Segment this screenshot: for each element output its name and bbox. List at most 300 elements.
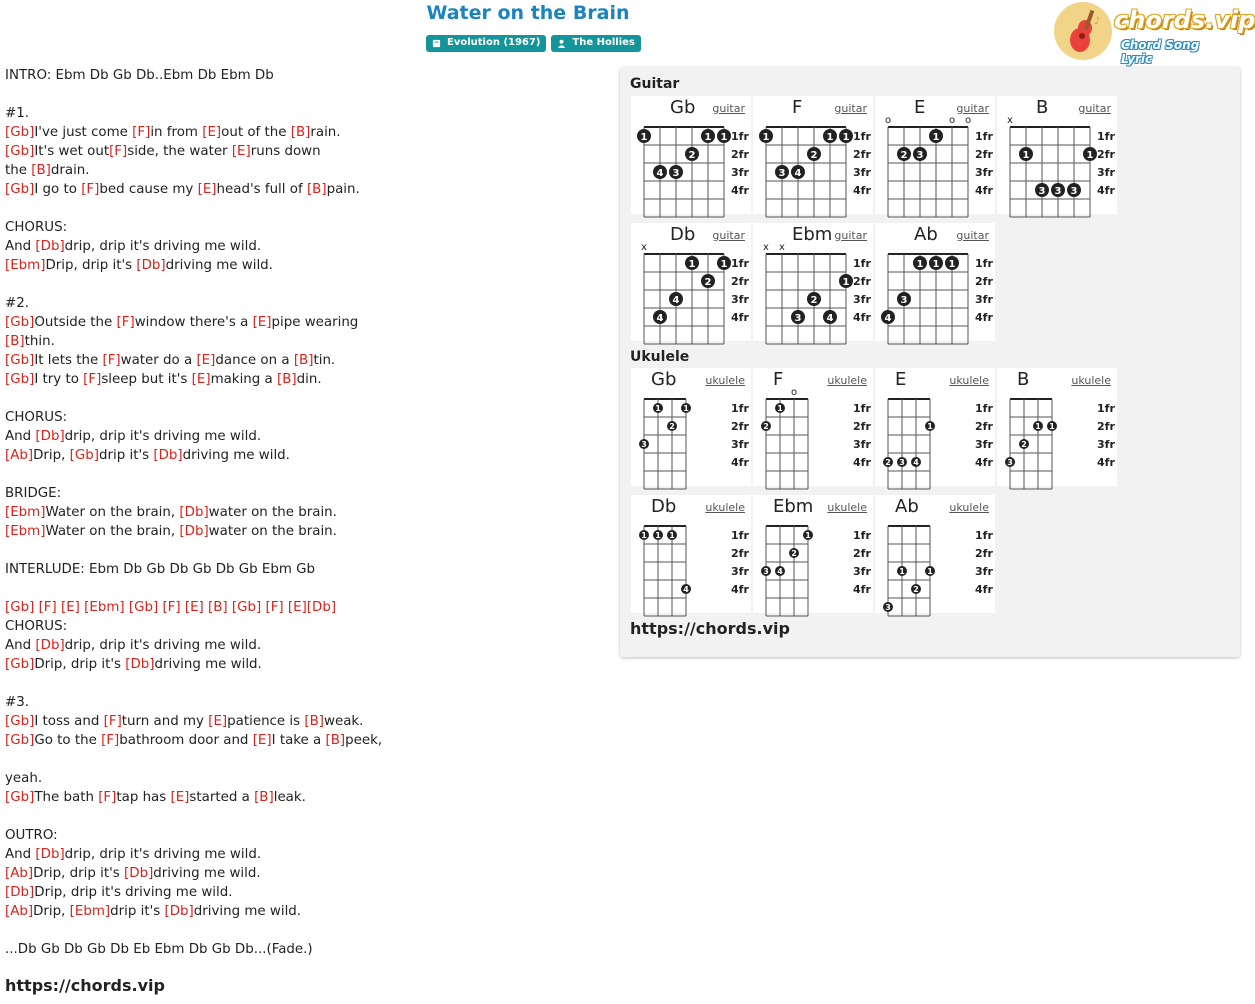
guitar-link[interactable]: guitar	[834, 102, 867, 115]
chord-marker[interactable]: [Ebm]	[5, 258, 46, 273]
fret-label: 4fr	[731, 456, 749, 469]
chord-marker[interactable]: [Gb]	[5, 790, 35, 805]
finger-number: 1	[932, 132, 940, 143]
chord-marker[interactable]: [Db]	[179, 505, 209, 520]
lyric-text: Water on the brain,	[45, 524, 180, 539]
chord-marker[interactable]: [Db]	[164, 904, 194, 919]
finger-number: 1	[720, 132, 728, 143]
finger-number: 1	[927, 422, 933, 431]
muted-string-marker: x	[779, 242, 785, 253]
lyric-line	[5, 769, 605, 788]
lyric-text: driving me wild.	[165, 258, 273, 273]
fret-label: 3fr	[853, 565, 871, 578]
fret-label: 1fr	[731, 529, 749, 542]
finger-number: 4	[826, 313, 834, 324]
chord-marker[interactable]: [B]	[277, 372, 297, 387]
lyric-text: water on the brain.	[208, 505, 337, 520]
fret-label: 4fr	[731, 184, 749, 197]
panel-url[interactable]: https://chords.vip	[630, 619, 790, 638]
chord-name: Gb	[651, 369, 677, 390]
chord-marker[interactable]: [B]	[293, 353, 314, 368]
chord-name: E	[895, 369, 907, 390]
finger-number: 4	[672, 295, 680, 306]
finger-number: 4	[777, 567, 783, 576]
ukulele-chord-gb[interactable]	[631, 368, 751, 486]
chord-marker[interactable]: [E]	[170, 790, 190, 805]
chord-marker[interactable]: [E]	[202, 125, 222, 140]
finger-number: 2	[1021, 440, 1027, 449]
chord-marker[interactable]: [Gb]	[5, 372, 35, 387]
chord-marker[interactable]: [Ab]	[5, 448, 34, 463]
fret-label: 3fr	[975, 438, 993, 451]
lyric-line	[5, 218, 605, 237]
finger-number: 4	[656, 168, 664, 179]
ukulele-link[interactable]: ukulele	[949, 374, 989, 387]
guitar-chord-gb[interactable]	[631, 96, 751, 214]
guitar-link[interactable]: guitar	[712, 229, 745, 242]
lyric-text: driving me wild.	[154, 657, 262, 672]
fret-label: 2fr	[975, 148, 993, 161]
muted-string-marker: x	[763, 242, 769, 253]
chord-name: B	[1017, 369, 1030, 390]
fret-label: 2fr	[853, 420, 871, 433]
fret-label: 4fr	[853, 583, 871, 596]
chord-marker[interactable]: [Gb]	[5, 182, 35, 197]
muted-string-marker: x	[641, 242, 647, 253]
chord-marker[interactable]: [B]	[254, 790, 274, 805]
lyric-text: pain.	[326, 182, 360, 197]
ukulele-chord-ab[interactable]	[875, 495, 995, 613]
guitar-chord-b[interactable]	[997, 96, 1117, 214]
chord-marker[interactable]: [F]	[103, 714, 122, 729]
chord-marker[interactable]: [F]	[116, 315, 135, 330]
lyric-text: CHORUS:	[5, 619, 68, 634]
chord-name: Db	[670, 224, 696, 245]
ukulele-link[interactable]: ukulele	[827, 374, 867, 387]
lyric-text: I toss and	[34, 714, 104, 729]
lyric-text: water do a	[120, 353, 197, 368]
lyric-text: I take a	[271, 733, 326, 748]
chord-marker[interactable]: [F]	[101, 733, 120, 748]
fret-label: 1fr	[975, 130, 993, 143]
lyric-text: drain.	[50, 163, 90, 178]
finger-number: 1	[655, 404, 661, 413]
lyric-line	[5, 313, 605, 332]
chord-marker[interactable]: [Ebm]	[69, 904, 111, 919]
finger-number: 1	[1086, 150, 1094, 161]
lyric-text: INTRO: Ebm Db Gb Db..Ebm Db Ebm Db	[5, 68, 274, 83]
lyric-line	[5, 161, 605, 180]
chord-name: B	[1036, 97, 1049, 118]
ukulele-chord-e[interactable]	[875, 368, 995, 486]
finger-number: 3	[672, 168, 680, 179]
fret-label: 1fr	[731, 130, 749, 143]
fret-label: 3fr	[731, 438, 749, 451]
finger-number: 3	[916, 150, 924, 161]
lyric-text: CHORUS:	[5, 220, 68, 235]
guitar-chord-e[interactable]	[875, 96, 995, 214]
chord-marker[interactable]: [E]	[208, 714, 228, 729]
lyric-text: in from	[150, 125, 203, 140]
lyric-text: driving me wild.	[182, 448, 290, 463]
lyric-text: bathroom door and	[119, 733, 253, 748]
guitar-section-label: Guitar	[630, 76, 680, 92]
lyric-line	[5, 636, 605, 655]
chord-marker[interactable]: [E]	[231, 144, 251, 159]
lyric-line	[5, 427, 605, 446]
lyric-text: Drip, drip it's	[45, 258, 137, 273]
finger-number: 3	[763, 567, 769, 576]
fret-label: 3fr	[975, 293, 993, 306]
lyric-text: And	[5, 847, 36, 862]
fret-label: 2fr	[731, 275, 749, 288]
lyric-text: head's full of	[216, 182, 307, 197]
guitar-link[interactable]: guitar	[712, 102, 745, 115]
lyric-text: pipe wearing	[271, 315, 359, 330]
guitar-link[interactable]: guitar	[1078, 102, 1111, 115]
fret-label: 2fr	[975, 547, 993, 560]
guitar-chord-f[interactable]	[753, 96, 873, 214]
lyric-text: turn and my	[121, 714, 209, 729]
lyrics-body	[5, 66, 605, 959]
fret-label: 3fr	[731, 166, 749, 179]
chord-marker[interactable]: [Gb]	[5, 733, 35, 748]
guitar-chord-db[interactable]	[631, 223, 751, 341]
lyric-line	[5, 465, 605, 484]
user-icon	[557, 39, 566, 48]
lyric-text: drip, drip it's driving me wild.	[64, 429, 262, 444]
chord-marker[interactable]: [Ab]	[5, 866, 34, 881]
chord-marker[interactable]: [Db]	[179, 524, 209, 539]
ukulele-link[interactable]: ukulele	[1071, 374, 1111, 387]
lyric-text: And	[5, 429, 36, 444]
chord-marker[interactable]: [Gb]	[5, 144, 35, 159]
chord-name: Db	[651, 496, 677, 517]
chord-marker[interactable]: [Db]	[5, 885, 35, 900]
finger-number: 3	[1038, 186, 1046, 197]
lyric-text: I've just come	[34, 125, 133, 140]
chord-marker[interactable]: [E]	[252, 733, 272, 748]
fret-label: 2fr	[853, 547, 871, 560]
lyric-line	[5, 693, 605, 712]
lyric-line	[5, 503, 605, 522]
lyric-text: Drip,	[33, 448, 70, 463]
finger-number: 3	[900, 295, 908, 306]
lyric-text: Drip, drip it's driving me wild.	[34, 885, 233, 900]
chord-marker[interactable]: [B]	[306, 182, 327, 197]
lyric-line	[5, 484, 605, 503]
lyric-line	[5, 883, 605, 902]
song-badges	[426, 35, 641, 52]
chord-marker[interactable]: [E]	[191, 372, 211, 387]
chord-marker[interactable]: [F]	[109, 144, 128, 159]
lyric-text: BRIDGE:	[5, 486, 62, 501]
lyric-text: #2.	[5, 296, 29, 311]
fret-label: 4fr	[731, 311, 749, 324]
lyric-line	[5, 332, 605, 351]
logo-subtitle: Chord Song Lyric	[1121, 38, 1200, 66]
chord-marker[interactable]: [E]	[197, 182, 217, 197]
fret-label: 3fr	[731, 293, 749, 306]
chord-marker[interactable]: [B]	[31, 163, 51, 178]
chord-marker[interactable]: [F]	[98, 790, 117, 805]
fret-label: 3fr	[853, 438, 871, 451]
chord-marker[interactable]: [Gb]	[5, 714, 35, 729]
book-icon	[432, 39, 441, 48]
fret-label: 1fr	[975, 257, 993, 270]
open-string-marker: o	[884, 115, 892, 126]
finger-number: 1	[640, 132, 648, 143]
fret-label: 1fr	[1097, 130, 1115, 143]
guitar-link[interactable]: guitar	[956, 229, 989, 242]
finger-number: 2	[704, 277, 712, 288]
finger-number: 1	[927, 567, 933, 576]
lyric-text: started a	[189, 790, 255, 805]
fret-label: 2fr	[853, 275, 871, 288]
chord-marker[interactable]: [Ebm]	[5, 505, 46, 520]
fret-label: 2fr	[731, 148, 749, 161]
finger-number: 3	[899, 458, 905, 467]
fret-label: 1fr	[853, 130, 871, 143]
lyric-text: ...Db Gb Db Gb Db Eb Ebm Db Gb Db...(Fade.)	[5, 942, 313, 957]
chord-marker[interactable]: [F]	[83, 372, 102, 387]
lyric-text: runs down	[250, 144, 321, 159]
guitar-chord-ab[interactable]	[875, 223, 995, 341]
finger-number: 1	[720, 259, 728, 270]
lyric-text: Drip,	[33, 904, 70, 919]
finger-number: 1	[932, 259, 940, 270]
lyric-line	[5, 199, 605, 218]
ukulele-link[interactable]: ukulele	[827, 501, 867, 514]
lyric-line	[5, 275, 605, 294]
chord-marker[interactable]: [B]	[304, 714, 325, 729]
chord-name: F	[773, 369, 784, 390]
lyric-line	[5, 940, 605, 959]
chord-marker[interactable]: [Gb]	[69, 448, 99, 463]
artist-badge-label: The Hollies	[572, 37, 635, 48]
chord-name: Ab	[914, 224, 938, 245]
fret-label: 2fr	[731, 420, 749, 433]
open-string-marker: o	[790, 387, 798, 398]
guitar-chord-ebm[interactable]	[753, 223, 873, 341]
chord-marker[interactable]: [Db]	[125, 657, 155, 672]
finger-number: 1	[641, 531, 647, 540]
fret-label: 2fr	[731, 547, 749, 560]
lyric-line	[5, 655, 605, 674]
lyric-line	[5, 351, 605, 370]
ukulele-link[interactable]: ukulele	[705, 501, 745, 514]
song-title: Water on the Brain	[426, 2, 630, 24]
finger-number: 1	[669, 531, 675, 540]
lyric-text: driving me wild.	[193, 904, 302, 919]
lyric-line	[5, 712, 605, 731]
lyric-text: din.	[296, 372, 322, 387]
chord-marker[interactable]: [Gb] [F] [E] [Ebm] [Gb] [F] [E] [B] [Gb] [F] [E][Db]	[5, 600, 337, 615]
chord-marker[interactable]: [B]	[325, 733, 346, 748]
lyric-text: I try to	[34, 372, 84, 387]
fret-label: 3fr	[853, 166, 871, 179]
lyric-text: And	[5, 239, 36, 254]
fret-label: 4fr	[853, 311, 871, 324]
lyric-text: leak.	[273, 790, 306, 805]
lyric-text: OUTRO:	[5, 828, 58, 843]
lyric-line	[5, 864, 605, 883]
chord-marker[interactable]: [Db]	[136, 258, 166, 273]
fret-label: 4fr	[853, 456, 871, 469]
finger-number: 3	[794, 313, 802, 324]
chord-diagrams-panel	[620, 67, 1240, 657]
lyric-text: driving me wild.	[153, 866, 261, 881]
ukulele-icon	[1054, 2, 1112, 60]
fret-label: 2fr	[1097, 420, 1115, 433]
finger-number: 2	[810, 150, 818, 161]
logo-circle	[1054, 2, 1112, 60]
chord-marker[interactable]: [F]	[81, 182, 100, 197]
lyric-text: side, the water	[127, 144, 232, 159]
chord-marker[interactable]: [Db]	[35, 638, 65, 653]
finger-number: 1	[762, 132, 770, 143]
footer-url[interactable]: https://chords.vip	[5, 976, 165, 995]
fret-label: 1fr	[731, 257, 749, 270]
fret-label: 3fr	[853, 293, 871, 306]
lyric-line	[5, 826, 605, 845]
finger-number: 4	[913, 458, 919, 467]
lyric-line	[5, 180, 605, 199]
lyric-line	[5, 85, 605, 104]
fret-label: 1fr	[975, 402, 993, 415]
finger-number: 1	[826, 132, 834, 143]
lyric-text: patience is	[227, 714, 305, 729]
lyric-text: It lets the	[34, 353, 103, 368]
ukulele-link[interactable]: ukulele	[705, 374, 745, 387]
finger-number: 4	[884, 313, 892, 324]
finger-number: 1	[1035, 422, 1041, 431]
chord-marker[interactable]: [Db]	[35, 429, 65, 444]
lyric-line	[5, 541, 605, 560]
finger-number: 2	[688, 150, 696, 161]
fret-label: 3fr	[1097, 166, 1115, 179]
fret-label: 2fr	[975, 275, 993, 288]
artist-badge[interactable]	[551, 35, 640, 52]
fret-label: 4fr	[1097, 456, 1115, 469]
lyric-text: #1.	[5, 106, 29, 121]
lyric-text: The bath	[34, 790, 99, 805]
lyric-line	[5, 142, 605, 161]
chord-marker[interactable]: [B]	[290, 125, 311, 140]
finger-number: 3	[1070, 186, 1078, 197]
chord-marker[interactable]: [Db]	[35, 239, 65, 254]
finger-number: 2	[885, 458, 891, 467]
lyric-line	[5, 389, 605, 408]
lyric-text: INTERLUDE: Ebm Db Gb Db Gb Db Gb Ebm Gb	[5, 562, 316, 577]
lyric-text: #3.	[5, 695, 29, 710]
lyric-line	[5, 807, 605, 826]
lyric-text: weak.	[324, 714, 364, 729]
chord-marker[interactable]: [E]	[196, 353, 216, 368]
chord-marker[interactable]: [F]	[132, 125, 151, 140]
lyric-line	[5, 845, 605, 864]
ukulele-chord-ebm[interactable]	[753, 495, 873, 613]
finger-number: 4	[794, 168, 802, 179]
finger-number: 4	[683, 585, 689, 594]
lyric-line	[5, 370, 605, 389]
finger-number: 2	[669, 422, 675, 431]
finger-number: 1	[704, 132, 712, 143]
fret-label: 3fr	[731, 565, 749, 578]
chord-marker[interactable]: [Ebm]	[5, 524, 46, 539]
lyric-line	[5, 902, 605, 921]
ukulele-chord-b[interactable]	[997, 368, 1117, 486]
lyric-line	[5, 560, 605, 579]
lyric-line	[5, 294, 605, 313]
lyric-text: dance on a	[215, 353, 294, 368]
chord-name: E	[914, 97, 926, 118]
lyric-line	[5, 750, 605, 769]
album-badge[interactable]	[426, 35, 546, 52]
finger-number: 1	[688, 259, 696, 270]
chord-marker[interactable]: [Gb]	[5, 657, 35, 672]
lyric-text: rain.	[310, 125, 341, 140]
lyric-text: drip, drip it's driving me wild.	[64, 847, 262, 862]
chord-marker[interactable]: [Ab]	[5, 904, 34, 919]
lyric-text: tin.	[313, 353, 336, 368]
fret-label: 1fr	[853, 402, 871, 415]
fret-label: 4fr	[853, 184, 871, 197]
lyric-text: And	[5, 638, 36, 653]
lyric-line	[5, 123, 605, 142]
lyric-line	[5, 237, 605, 256]
chord-marker[interactable]: [Gb]	[5, 125, 35, 140]
fret-label: 2fr	[853, 148, 871, 161]
finger-number: 1	[842, 132, 850, 143]
lyric-text: I go to	[34, 182, 82, 197]
lyric-text: yeah.	[5, 771, 43, 786]
open-string-marker: o	[948, 115, 956, 126]
lyric-line	[5, 104, 605, 123]
chord-marker[interactable]: [Db]	[124, 866, 154, 881]
guitar-link[interactable]: guitar	[956, 102, 989, 115]
lyric-line	[5, 446, 605, 465]
album-badge-label: Evolution (1967)	[447, 37, 541, 48]
chord-marker[interactable]: [E]	[252, 315, 272, 330]
chord-marker[interactable]: [Db]	[35, 847, 65, 862]
chord-marker[interactable]: [B]	[5, 334, 25, 349]
site-logo[interactable]	[1054, 2, 1255, 66]
chord-marker[interactable]: [Db]	[153, 448, 183, 463]
lyric-text: drip, drip it's driving me wild.	[64, 239, 262, 254]
lyric-text: thin.	[24, 334, 55, 349]
finger-number: 2	[763, 422, 769, 431]
ukulele-chord-f[interactable]	[753, 368, 873, 486]
chord-marker[interactable]: [F]	[102, 353, 121, 368]
fret-label: 2fr	[1097, 148, 1115, 161]
lyric-text: drip, drip it's driving me wild.	[64, 638, 262, 653]
finger-number: 1	[655, 531, 661, 540]
lyric-text: CHORUS:	[5, 410, 68, 425]
fret-label: 4fr	[731, 583, 749, 596]
finger-number: 4	[656, 313, 664, 324]
finger-number: 2	[913, 585, 919, 594]
guitar-link[interactable]: guitar	[834, 229, 867, 242]
lyric-line	[5, 66, 605, 85]
ukulele-chord-db[interactable]	[631, 495, 751, 613]
chord-marker[interactable]: [Gb]	[5, 315, 35, 330]
logo-text: chords.vip	[1114, 6, 1255, 34]
chord-marker[interactable]: [Gb]	[5, 353, 35, 368]
ukulele-link[interactable]: ukulele	[949, 501, 989, 514]
lyric-text: window there's a	[134, 315, 253, 330]
fret-label: 3fr	[975, 166, 993, 179]
